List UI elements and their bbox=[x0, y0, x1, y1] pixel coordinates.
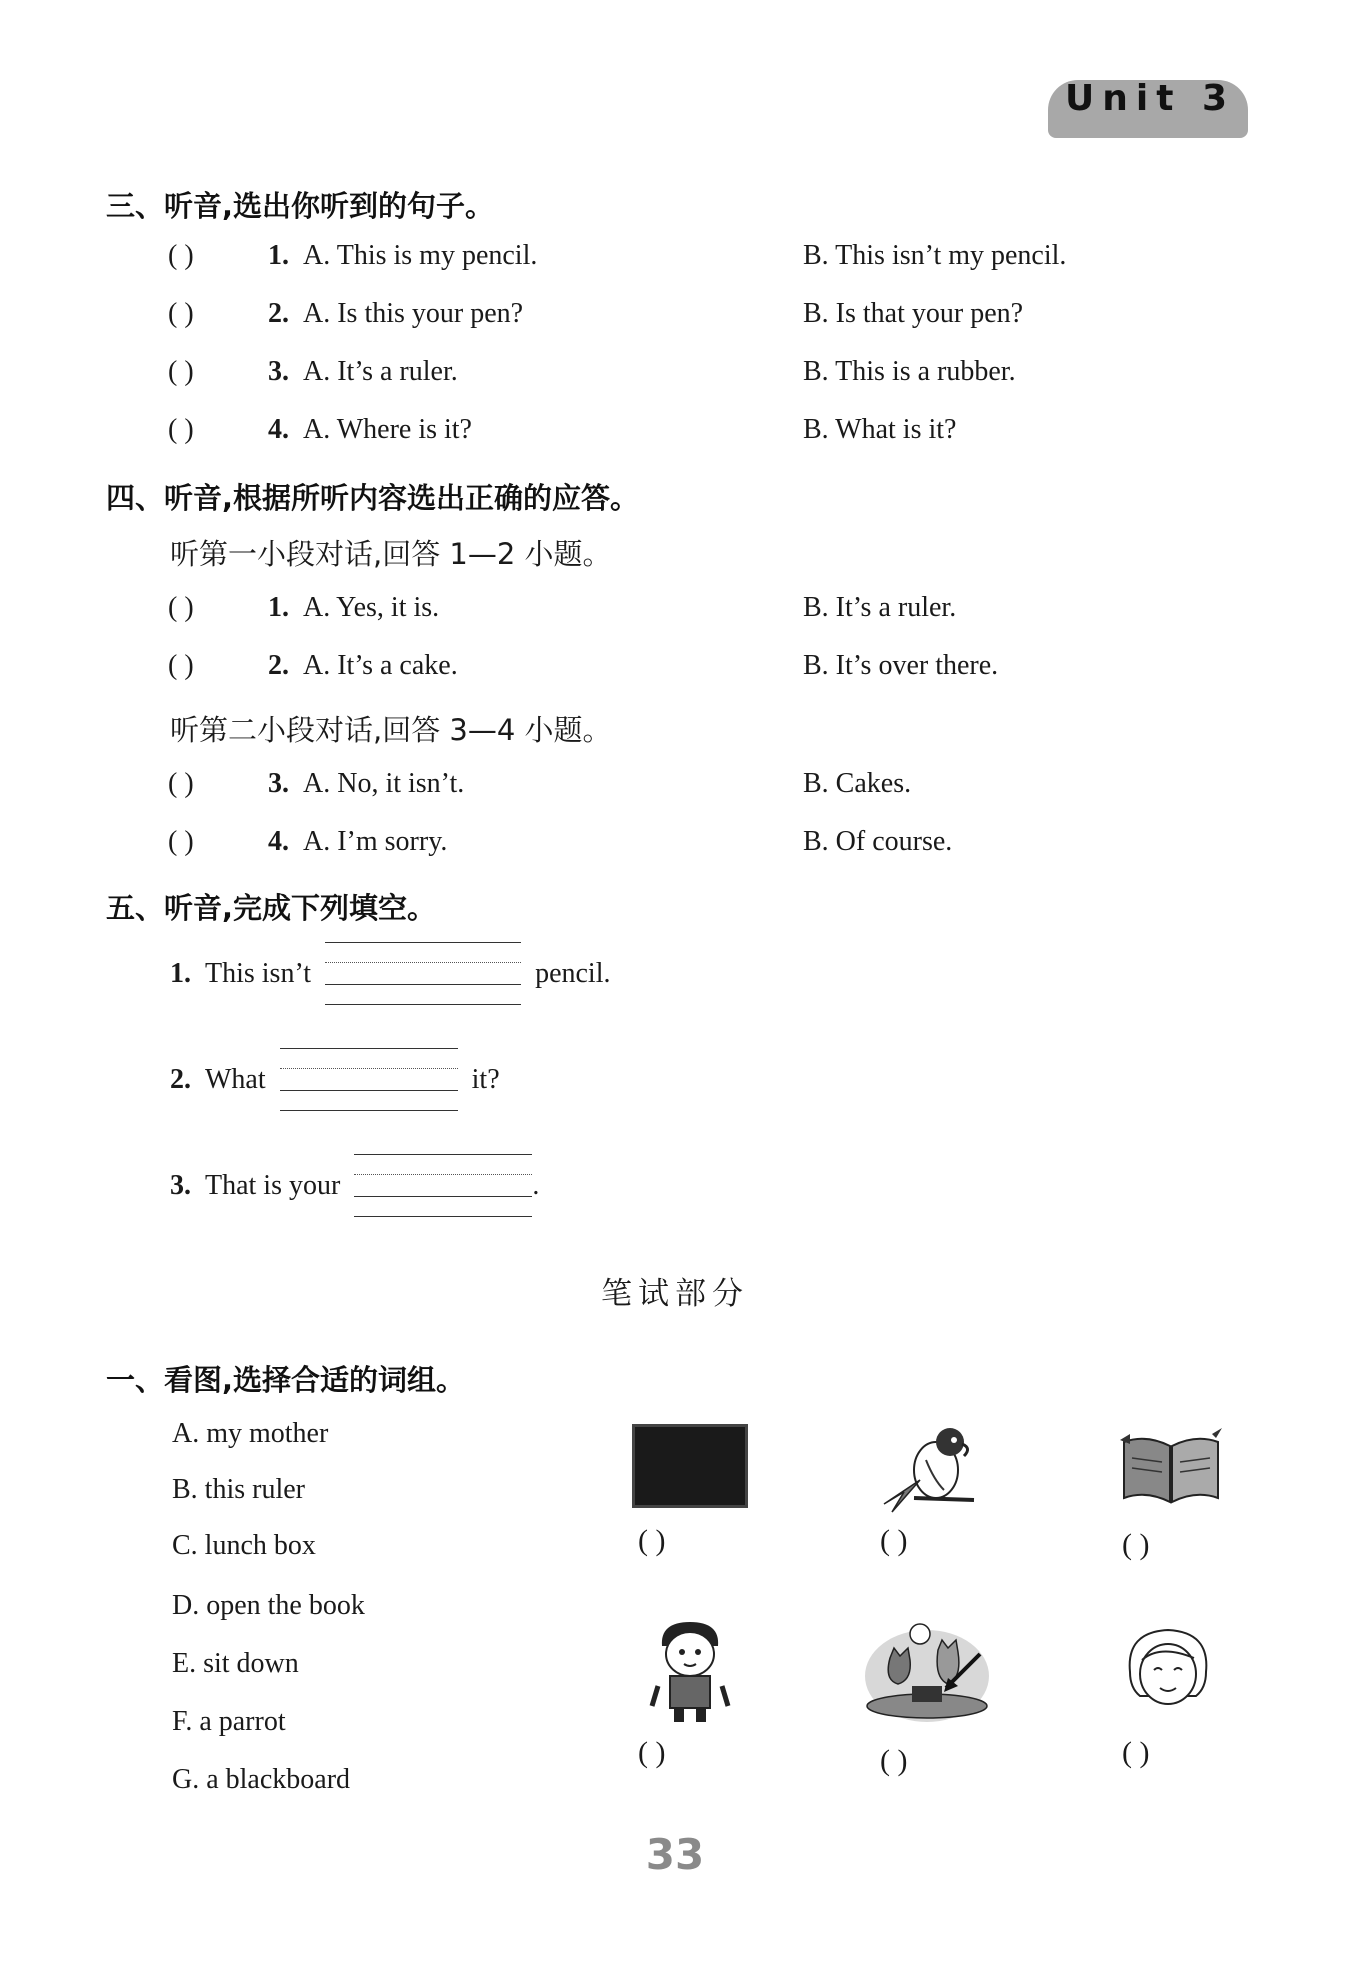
s5-q2 bbox=[170, 1064, 500, 1096]
s4-q1 bbox=[168, 592, 439, 624]
option-a: A. It’s a cake. bbox=[303, 650, 458, 681]
s3-q3 bbox=[168, 356, 458, 388]
section5-title: 五、听音,完成下列填空。 bbox=[106, 891, 437, 925]
section4-title: 四、听音,根据所听内容选出正确的应答。 bbox=[106, 481, 640, 515]
option-a: A. my mother bbox=[172, 1418, 329, 1449]
answer-paren: ( ) bbox=[168, 650, 194, 681]
writing-blank[interactable] bbox=[280, 1080, 458, 1084]
s4-q1-b: B. It’s a ruler. bbox=[803, 592, 957, 623]
s4-q3-b: B. Cakes. bbox=[803, 768, 912, 799]
answer-paren: ( ) bbox=[168, 768, 194, 799]
question-number: 1. bbox=[170, 958, 191, 989]
s5-q3 bbox=[170, 1170, 539, 1202]
option-a: A. Is this your pen? bbox=[303, 298, 524, 329]
answer-paren: ( ) bbox=[168, 356, 194, 387]
answer-paren[interactable]: ( ) bbox=[1122, 1528, 1150, 1561]
written-section-title: 笔试部分 bbox=[601, 1276, 749, 1312]
unit-title: Unit 3 bbox=[1065, 78, 1235, 119]
question-number: 3. bbox=[268, 356, 289, 387]
s3-q4 bbox=[168, 414, 472, 446]
option-a: A. This is my pencil. bbox=[303, 240, 538, 271]
question-number: 2. bbox=[170, 1064, 191, 1095]
s4-q2 bbox=[168, 650, 458, 682]
s4-q4-b: B. Of course. bbox=[803, 826, 953, 857]
answer-paren[interactable]: ( ) bbox=[880, 1524, 908, 1557]
question-number: 2. bbox=[268, 650, 289, 681]
sentence-start: What bbox=[205, 1064, 266, 1095]
parrot-picture bbox=[874, 1420, 984, 1520]
section3-title: 三、听音,选出你听到的句子。 bbox=[106, 189, 495, 223]
question-number: 3. bbox=[170, 1170, 191, 1201]
s3-q1-b: B. This isn’t my pencil. bbox=[803, 240, 1067, 271]
answer-paren: ( ) bbox=[168, 298, 194, 329]
answer-paren[interactable]: ( ) bbox=[638, 1736, 666, 1769]
question-number: 3. bbox=[268, 768, 289, 799]
boy-sitting-picture bbox=[640, 1616, 740, 1726]
writing-blank[interactable] bbox=[325, 974, 521, 978]
question-number: 4. bbox=[268, 826, 289, 857]
option-c: C. lunch box bbox=[172, 1530, 316, 1561]
page-number: 33 bbox=[645, 1830, 705, 1879]
s3-q4-b: B. What is it? bbox=[803, 414, 957, 445]
question-number: 1. bbox=[268, 240, 289, 271]
sentence-end: it? bbox=[471, 1064, 500, 1095]
section4-sub2: 听第二小段对话,回答 3—4 小题。 bbox=[170, 713, 612, 747]
answer-paren: ( ) bbox=[168, 240, 194, 271]
option-a: A. I’m sorry. bbox=[303, 826, 448, 857]
answer-paren: ( ) bbox=[168, 826, 194, 857]
answer-paren: ( ) bbox=[168, 592, 194, 623]
sentence-start: This isn’t bbox=[205, 958, 312, 989]
answer-paren[interactable]: ( ) bbox=[638, 1524, 666, 1557]
question-number: 2. bbox=[268, 298, 289, 329]
s3-q2-b: B. Is that your pen? bbox=[803, 298, 1024, 329]
option-a: A. Yes, it is. bbox=[303, 592, 440, 623]
answer-paren[interactable]: ( ) bbox=[880, 1744, 908, 1777]
s4-q2-b: B. It’s over there. bbox=[803, 650, 999, 681]
section4-sub1: 听第一小段对话,回答 1—2 小题。 bbox=[170, 537, 612, 571]
s3-q1 bbox=[168, 240, 537, 272]
option-g: G. a blackboard bbox=[172, 1764, 351, 1795]
sentence-start: That is your bbox=[205, 1170, 341, 1201]
s3-q2 bbox=[168, 298, 523, 330]
open-book-picture bbox=[1116, 1424, 1226, 1508]
section1-title: 一、看图,选择合适的词组。 bbox=[106, 1363, 466, 1397]
s3-q3-b: B. This is a rubber. bbox=[803, 356, 1016, 387]
sentence-end: pencil. bbox=[535, 958, 611, 989]
answer-paren[interactable]: ( ) bbox=[1122, 1736, 1150, 1769]
option-a: A. Where is it? bbox=[303, 414, 472, 445]
option-a: A. It’s a ruler. bbox=[303, 356, 458, 387]
s4-q3 bbox=[168, 768, 464, 800]
option-f: F. a parrot bbox=[172, 1706, 286, 1737]
blackboard-picture bbox=[632, 1424, 748, 1508]
woman-face-picture bbox=[1120, 1622, 1216, 1718]
s4-q4 bbox=[168, 826, 447, 858]
answer-paren: ( ) bbox=[168, 414, 194, 445]
option-e: E. sit down bbox=[172, 1648, 299, 1679]
option-a: A. No, it isn’t. bbox=[303, 768, 465, 799]
cats-lunch-box-picture bbox=[862, 1620, 992, 1724]
sentence-end: . bbox=[532, 1170, 540, 1201]
writing-blank[interactable] bbox=[354, 1186, 532, 1190]
question-number: 4. bbox=[268, 414, 289, 445]
question-number: 1. bbox=[268, 592, 289, 623]
option-b: B. this ruler bbox=[172, 1474, 305, 1505]
option-d: D. open the book bbox=[172, 1590, 365, 1621]
s5-q1 bbox=[170, 958, 610, 990]
